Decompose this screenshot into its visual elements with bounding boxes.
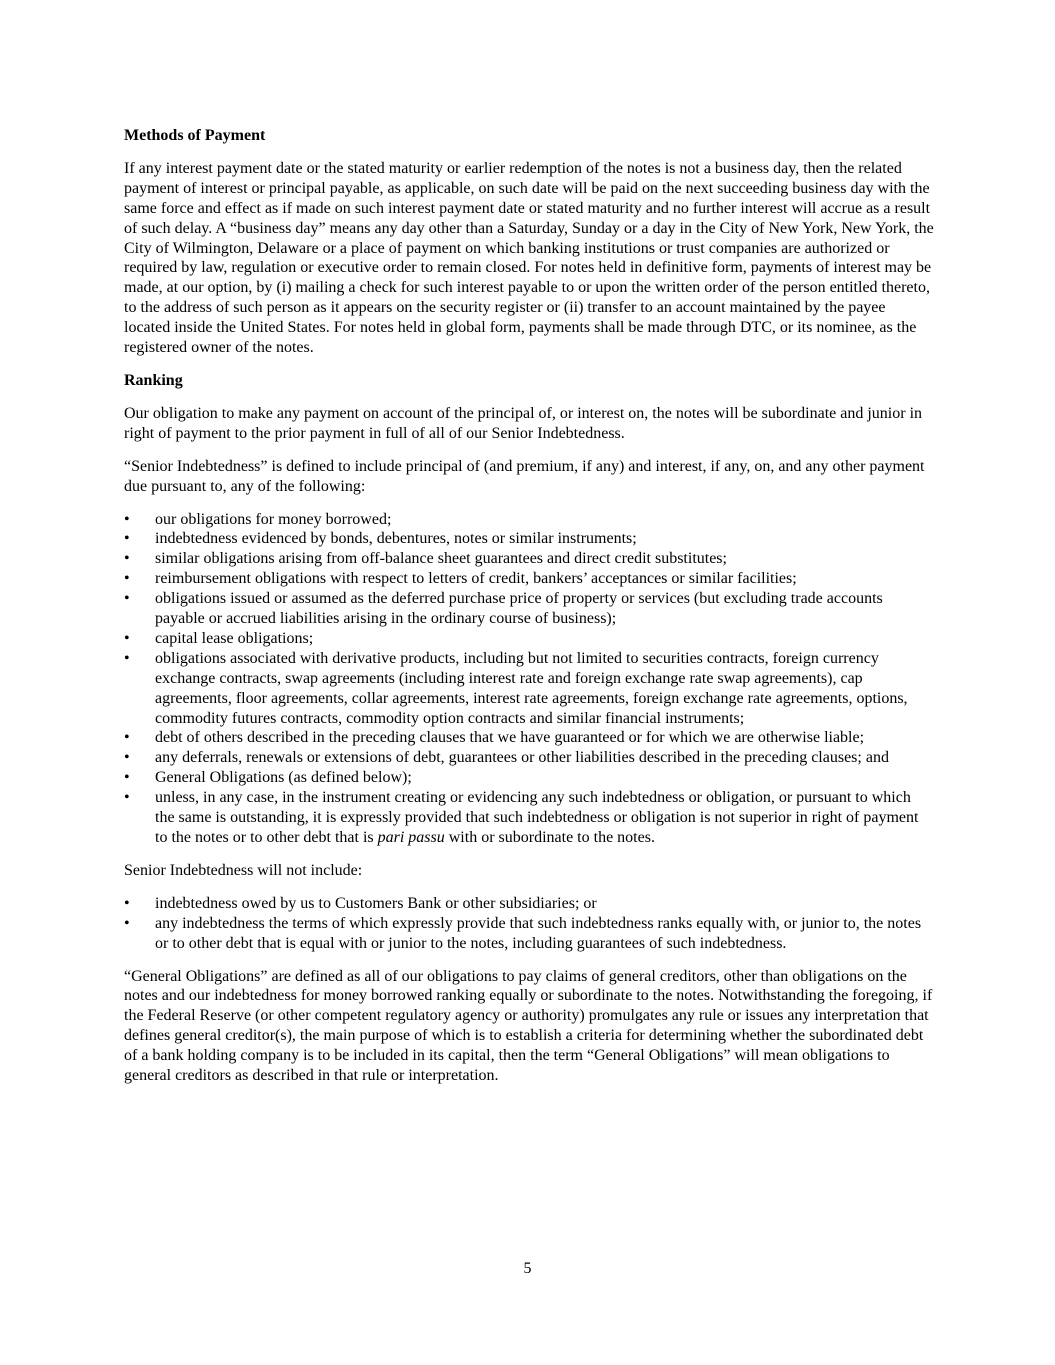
senior-indebtedness-list xyxy=(124,510,934,848)
ranking-paragraph-subordination: Our obligation to make any payment on account of the principal of, or interest on, the notes will be subordinate and junior in right of payment to the prior payment in full of all of our Senior Indebtedness. xyxy=(124,404,923,442)
list-item: • reimbursement obligations with respect to letters of credit, bankers’ acceptances or similar facilities; xyxy=(124,569,934,589)
list-item: • debt of others described in the preceding clauses that we have guaranteed or for which we are otherwise liable; xyxy=(124,728,934,748)
methods-of-payment-paragraph: If any interest payment date or the stated maturity or earlier redemption of the notes is not a business day, then the related payment of interest or principal payable, as applicable, on such date will be paid on the next succeeding business day with the same force and effect as if made on such interest payment date or stated maturity and no further interest will accrue as a result of such delay. A “business day” means any day other than a Saturday, Sunday or a day in the City of New York, New York, the City of Wilmington, Delaware or a place of payment on which banking institutions or trust companies are authorized or required by law, regulation or executive order to remain closed. For notes held in definitive form, payments of interest may be made, at our option, by (i) mailing a check for such interest payable to or upon the written order of the person entitled thereto, to the address of such person as it appears on the security register or (ii) transfer to an account maintained by the payee located inside the United States. For notes held in global form, payments shall be made through DTC, or its nominee, as the registered owner of the notes. xyxy=(124,159,934,357)
list-item-text: unless, in any case, in the instrument creating or evidencing any such indebtedness or obligation, or pursuant to which the same is outstanding, it is expressly provided that such indebtedness or obligation is not superior in right of payment to the notes or to other debt that is xyxy=(155,789,919,846)
italic-term-pari-passu: pari passu xyxy=(377,829,445,846)
list-item: • any indebtedness the terms of which expressly provide that such indebtedness ranks equally with, or junior to, the notes or to other debt that is equal with or junior to the notes, including guarantees of such indebtedness. xyxy=(124,914,934,954)
document-page xyxy=(124,126,934,1099)
list-item-text: with or subordinate to the notes. xyxy=(444,829,655,846)
list-item: • obligations issued or assumed as the deferred purchase price of property or services (but excluding trade accounts payable or accrued liabilities arising in the ordinary course of business); xyxy=(124,589,934,629)
general-obligations-definition: “General Obligations” are defined as all of our obligations to pay claims of general creditors, other than obligations on the notes and our indebtedness for money borrowed ranking equally or subordinate to the notes. Notwithstanding the foregoing, if the Federal Reserve (or other competent regulatory agency or authority) promulgates any rule or issues any interpretation that defines general creditor(s), the main purpose of which is to establish a criteria for determining whether the subordinated debt of a bank holding company is to be included in its capital, then the term “General Obligations” will mean obligations to general creditors as described in that rule or interpretation. xyxy=(124,967,933,1085)
list-item: • indebtedness evidenced by bonds, debentures, notes or similar instruments; xyxy=(124,529,934,549)
senior-indebtedness-exclusions-intro: Senior Indebtedness will not include: xyxy=(124,861,363,879)
senior-indebtedness-definition: “Senior Indebtedness” is defined to include principal of (and premium, if any) and interest, if any, on, and any other payment due pursuant to, any of the following: xyxy=(124,457,925,495)
list-item: • our obligations for money borrowed; xyxy=(124,510,934,530)
section-heading-methods-of-payment: Methods of Payment xyxy=(124,127,266,144)
list-item: • obligations associated with derivative products, including but not limited to securities contracts, foreign currency exchange contracts, swap agreements (including interest rate and foreign exchange rate swap agreements), cap agreements, floor agreements, collar agreements, interest rate agreements, foreign exchange rate agreements, options, commodity futures contracts, commodity option contracts and similar financial instruments; xyxy=(124,649,934,729)
list-item: • any deferrals, renewals or extensions of debt, guarantees or other liabilities described in the preceding clauses; and xyxy=(124,748,934,768)
list-item: • capital lease obligations; xyxy=(124,629,934,649)
list-item: • General Obligations (as defined below); xyxy=(124,768,934,788)
exclusions-list xyxy=(124,894,934,954)
section-heading-ranking: Ranking xyxy=(124,371,183,389)
list-item xyxy=(124,788,934,848)
page-number: 5 xyxy=(523,1260,532,1277)
list-item: • similar obligations arising from off-balance sheet guarantees and direct credit substitutes; xyxy=(124,549,934,569)
list-item: • indebtedness owed by us to Customers Bank or other subsidiaries; or xyxy=(124,894,934,914)
